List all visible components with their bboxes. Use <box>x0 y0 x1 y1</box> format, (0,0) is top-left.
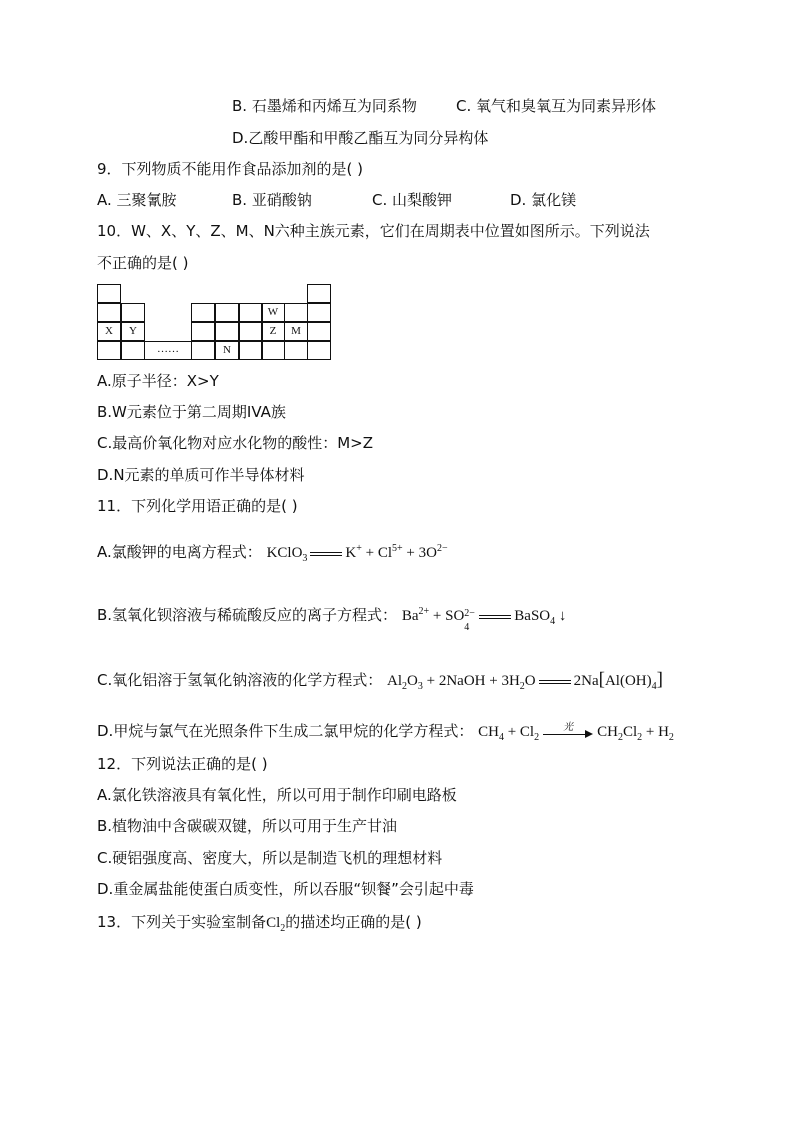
q10-stem-line2: 不正确的是( ) <box>97 254 189 272</box>
pt-cell-w: W <box>261 303 285 322</box>
pt-cell <box>261 341 285 360</box>
q8-option-c: C. 氧气和臭氧互为同素异形体 <box>456 97 657 115</box>
q9-option-a: A. 三聚氰胺 <box>97 191 177 209</box>
pt-cell-m: M <box>284 322 308 341</box>
barium-sulfate-ionic-equation: $Ba^{2+}$ + SO 2− 4 BaSO$_4$ ↓ <box>401 606 567 633</box>
pt-cell <box>239 341 263 360</box>
pt-cell <box>191 303 215 322</box>
q11-option-b: B.氢氧化钡溶液与稀硫酸反应的离子方程式： $Ba^{2+}$ + SO 2− 4 BaSO$_4$ ↓ <box>97 606 567 633</box>
reaction-arrow-icon: 光 <box>543 726 593 740</box>
q12-option-a: A.氯化铁溶液具有氧化性，所以可用于制作印刷电路板 <box>97 786 457 804</box>
q11-option-c: C.氧化铝溶于氢氧化钠溶液的化学方程式： $Al_2O_3$ + 2NaOH + $3H_2O$ $2Na[Al(OH)_4]$ <box>97 669 663 692</box>
pt-cell <box>284 341 308 360</box>
pt-cell <box>121 341 145 360</box>
q12-option-b: B.植物油中含碳碳双键，所以可用于生产甘油 <box>97 817 398 835</box>
pt-cell <box>284 303 308 322</box>
q11-option-d: D.甲烷与氯气在光照条件下生成二氯甲烷的化学方程式： $CH_4 + Cl_2$ 光 $CH_2Cl_2 + H_2$ <box>97 721 674 743</box>
alumina-naoh-equation: $Al_2O_3$ + 2NaOH + $3H_2O$ $2Na[Al(OH)_4]$ <box>387 669 663 692</box>
q8-option-d: D.乙酸甲酯和甲酸乙酯互为同分异构体 <box>232 129 489 147</box>
pt-cell <box>191 322 215 341</box>
pt-cell-x: X <box>97 322 121 341</box>
pt-cell <box>191 341 215 360</box>
q11-option-a: A.氯酸钾的电离方程式： KClO$_3$ $K^+ + Cl^{5+} + 3O^{2-}$ <box>97 543 448 564</box>
q10-option-c: C.最高价氧化物对应水化物的酸性：M>Z <box>97 434 374 452</box>
q10-option-d: D.N元素的单质可作半导体材料 <box>97 466 305 484</box>
q9-stem: 9．下列物质不能用作食品添加剂的是( ) <box>97 160 364 178</box>
q10-stem-line1: 10．W、X、Y、Z、M、N六种主族元素，它们在周期表中位置如图所示。下列说法 <box>97 222 650 240</box>
pt-cell <box>97 284 121 303</box>
pt-cell <box>239 303 263 322</box>
pt-cell <box>97 341 121 360</box>
pt-cell <box>215 322 239 341</box>
kclo3-ionization-equation: KClO$_3$ $K^+ + Cl^{5+} + 3O^{2-}$ <box>266 543 448 564</box>
pt-cell-y: Y <box>121 322 145 341</box>
q9-option-b: B. 亚硝酸钠 <box>232 191 312 209</box>
q10-option-b: B.W元素位于第二周期IVA族 <box>97 403 286 421</box>
pt-cell-n: N <box>215 341 239 360</box>
q9-option-d: D. 氯化镁 <box>510 191 577 209</box>
q8-option-b: B. 石墨烯和丙烯互为同系物 <box>232 97 417 115</box>
q12-option-d: D.重金属盐能使蛋白质变性，所以吞服“钡餐”会引起中毒 <box>97 880 474 898</box>
pt-cell <box>215 303 239 322</box>
pt-cell-z: Z <box>261 322 285 341</box>
pt-cell <box>307 303 331 322</box>
methane-chlorination-equation: $CH_4 + Cl_2$ 光 $CH_2Cl_2 + H_2$ <box>478 721 674 743</box>
pt-cell <box>121 303 145 322</box>
q12-stem: 12．下列说法正确的是( ) <box>97 755 268 773</box>
pt-cell <box>239 322 263 341</box>
pt-cell-ellipsis: …… <box>145 341 191 360</box>
pt-cell <box>307 341 331 360</box>
q12-option-c: C.硬铝强度高、密度大，所以是制造飞机的理想材料 <box>97 849 443 867</box>
pt-cell <box>307 284 331 303</box>
q10-option-a: A.原子半径：X>Y <box>97 372 219 390</box>
q11-stem: 11．下列化学用语正确的是( ) <box>97 497 298 515</box>
q13-stem: 13．下列关于实验室制备$Cl_2$的描述均正确的是( ) <box>97 913 422 934</box>
pt-cell <box>97 303 121 322</box>
q9-option-c: C. 山梨酸钾 <box>372 191 453 209</box>
pt-cell <box>307 322 331 341</box>
